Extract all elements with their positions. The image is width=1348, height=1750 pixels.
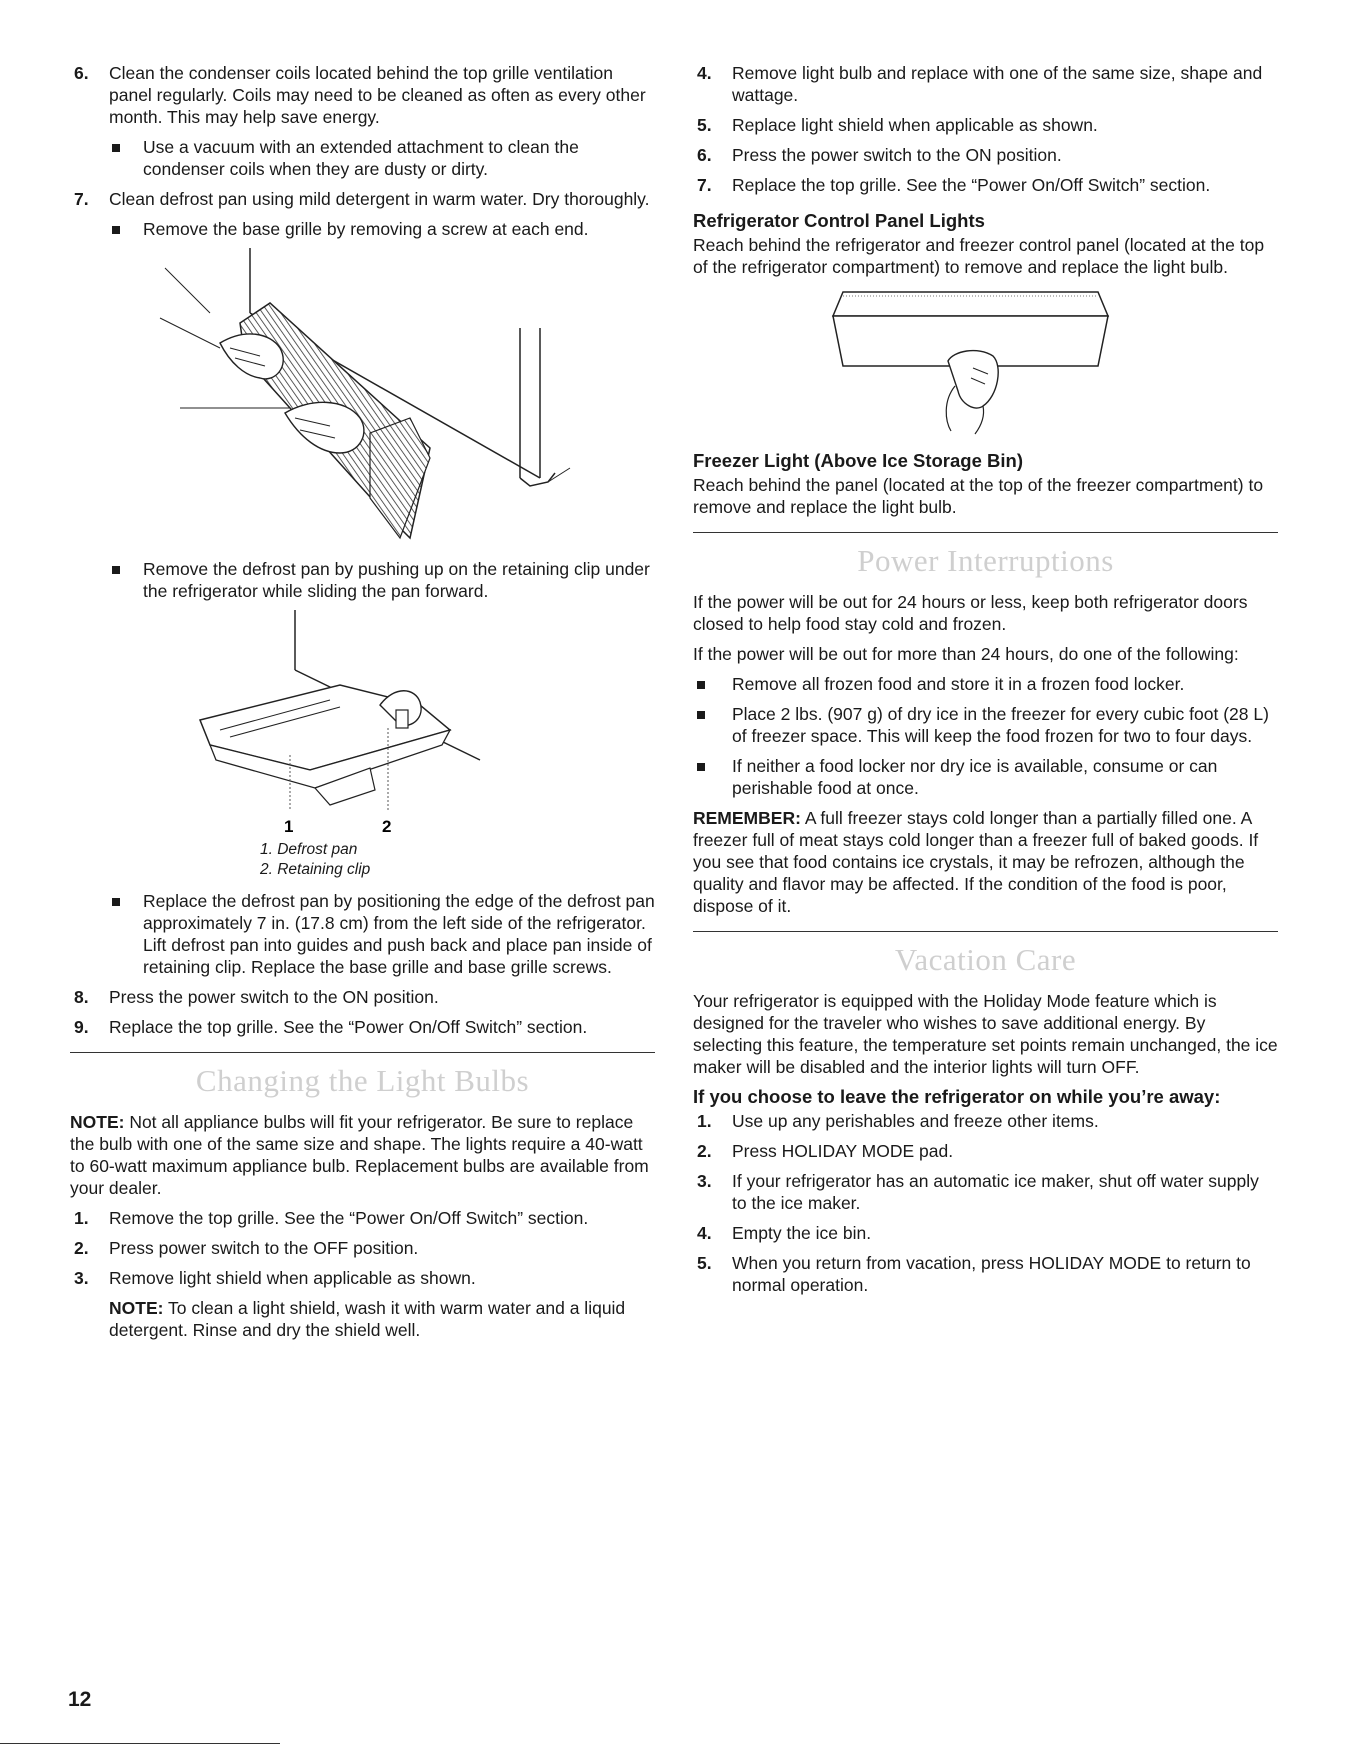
step-text: Press power switch to the OFF position. <box>109 1238 419 1258</box>
vacation-step-4 <box>693 1222 1278 1244</box>
bullet-square-icon <box>112 566 120 574</box>
step-text: Clean defrost pan using mild detergent in warm water. Dry thoroughly. <box>109 189 650 209</box>
bullet-text: If neither a food locker nor dry ice is available, consume or can perishable food at once. <box>732 756 1218 798</box>
power-paragraph-1: If the power will be out for 24 hours or less, keep both refrigerator doors closed to help food stay cold and frozen. <box>693 592 1248 634</box>
heading-leave-refrigerator-on: If you choose to leave the refrigerator on while you’re away: <box>693 1086 1221 1107</box>
step-number: 4. <box>697 1223 712 1243</box>
step-text: Replace light shield when applicable as shown. <box>732 115 1098 135</box>
step-number: 5. <box>697 115 712 135</box>
step-7-clean-defrost-pan <box>70 188 655 210</box>
step-6-clean-coils <box>70 62 655 128</box>
bulb-step-4 <box>693 62 1278 106</box>
step-text: Use up any perishables and freeze other items. <box>732 1111 1099 1131</box>
heading-freezer-light: Freezer Light (Above Ice Storage Bin) <box>693 450 1023 471</box>
note-text: Not all appliance bulbs will fit your refrigerator. Be sure to replace the bulb with one of the same size and shape. The lights require a 40-watt to 60-watt maximum appliance bulb. Replacement bulbs are available from your dealer. <box>70 1112 649 1198</box>
step-text: Clean the condenser coils located behind the top grille ventilation panel regularly. Coils may need to be cleaned as often as every other month. This may help save energy. <box>109 63 646 127</box>
figure-caption <box>70 840 655 880</box>
step-number: 9. <box>74 1017 89 1037</box>
bullet-square-icon <box>697 711 705 719</box>
step-9-replace-grille <box>70 1016 655 1038</box>
power-bullet-1 <box>693 673 1278 695</box>
power-bullet-3 <box>693 755 1278 799</box>
bulb-step-1 <box>70 1207 655 1229</box>
bulb-step-5 <box>693 114 1278 136</box>
callout-label-2: 2 <box>382 817 392 836</box>
bulb-step-3 <box>70 1267 655 1289</box>
vacation-step-1 <box>693 1110 1278 1132</box>
heading-control-panel-lights: Refrigerator Control Panel Lights <box>693 210 985 231</box>
step-text: Press the power switch to the ON position. <box>109 987 439 1007</box>
note-label: NOTE: <box>70 1112 125 1132</box>
step-8-power-on <box>70 986 655 1008</box>
bullet-square-icon <box>697 763 705 771</box>
section-title-changing-light-bulbs: Changing the Light Bulbs <box>195 1063 530 1098</box>
remember-label: REMEMBER: <box>693 808 801 828</box>
vacation-step-3 <box>693 1170 1278 1214</box>
caption-defrost-pan: 1. Defrost pan <box>260 841 358 858</box>
step-number: 6. <box>697 145 712 165</box>
vacation-paragraph: Your refrigerator is equipped with the Holiday Mode feature which is designed for the traveler who wishes to save additional energy. By selecting this feature, the temperature set points remain unchanged, the ice maker will be disabled and the interior lights will turn OFF. <box>693 991 1278 1077</box>
bullet-square-icon <box>112 144 120 152</box>
bullet-text: Remove the defrost pan by pushing up on the retaining clip under the refrigerator while sliding the pan forward. <box>143 559 650 601</box>
section-divider <box>693 532 1278 533</box>
figure-defrost-pan <box>70 610 655 880</box>
step-number: 8. <box>74 987 89 1007</box>
power-paragraph-2: If the power will be out for more than 24 hours, do one of the following: <box>693 644 1239 664</box>
step-number: 6. <box>74 63 89 83</box>
section-title-vacation-care: Vacation Care <box>894 942 1077 977</box>
step-text: Empty the ice bin. <box>732 1223 872 1243</box>
vacation-step-2 <box>693 1140 1278 1162</box>
step-number: 3. <box>74 1268 89 1288</box>
step-number: 5. <box>697 1253 712 1273</box>
step-text: Remove light shield when applicable as shown. <box>109 1268 476 1288</box>
figure-control-panel-light <box>693 286 1278 436</box>
bullet-remove-defrost-pan <box>70 558 655 602</box>
page-number: 12 <box>68 1688 92 1711</box>
bullet-text: Replace the defrost pan by positioning the edge of the defrost pan approximately 7 in. (17.8 cm) from the left side of the refrigerator. Lift defrost pan into guides and push back and place pan inside of retaining clip. Replace the base grille and base grille screws. <box>143 891 655 977</box>
step-number: 4. <box>697 63 712 83</box>
freezer-light-text: Reach behind the panel (located at the top of the freezer compartment) to remove and replace the light bulb. <box>693 475 1264 517</box>
bullet-text: Remove all frozen food and store it in a frozen food locker. <box>732 674 1185 694</box>
step-number: 2. <box>74 1238 89 1258</box>
note-label: NOTE: <box>109 1298 164 1318</box>
bullet-base-grille <box>70 218 655 240</box>
control-panel-text: Reach behind the refrigerator and freezer control panel (located at the top of the refrigerator compartment) to remove and replace the light bulb. <box>693 235 1265 277</box>
step-number: 2. <box>697 1141 712 1161</box>
vacation-step-5 <box>693 1252 1278 1296</box>
left-column <box>70 62 655 1349</box>
bullet-vacuum <box>70 136 655 180</box>
bulb-step-6 <box>693 144 1278 166</box>
figure-base-grille-removal <box>70 248 655 548</box>
section-title-power-interruptions: Power Interruptions <box>857 543 1114 578</box>
step-text: When you return from vacation, press HOLIDAY MODE to return to normal operation. <box>732 1253 1251 1295</box>
bullet-text: Remove the base grille by removing a screw at each end. <box>143 219 589 239</box>
bulb-step-7 <box>693 174 1278 196</box>
bullet-replace-defrost-pan <box>70 890 655 978</box>
step-text: If your refrigerator has an automatic ice maker, shut off water supply to the ice maker. <box>732 1171 1259 1213</box>
defrost-pan-illustration-icon <box>70 610 655 840</box>
step-text: Replace the top grille. See the “Power On/Off Switch” section. <box>109 1017 588 1037</box>
callout-label-1: 1 <box>284 817 294 836</box>
step-text: Press the power switch to the ON position. <box>732 145 1062 165</box>
step-text: Remove the top grille. See the “Power On/Off Switch” section. <box>109 1208 589 1228</box>
section-divider <box>693 931 1278 932</box>
power-bullet-2 <box>693 703 1278 747</box>
step-number: 7. <box>74 189 89 209</box>
note-bulbs <box>70 1111 655 1199</box>
step-number: 1. <box>74 1208 89 1228</box>
note-light-shield <box>70 1297 655 1341</box>
remember-paragraph <box>693 807 1278 917</box>
caption-retaining-clip: 2. Retaining clip <box>260 861 371 878</box>
bullet-square-icon <box>697 681 705 689</box>
base-grille-illustration-icon <box>70 248 655 548</box>
step-number: 1. <box>697 1111 712 1131</box>
control-panel-illustration-icon <box>693 286 1278 436</box>
footer-rule <box>0 1743 280 1744</box>
step-number: 3. <box>697 1171 712 1191</box>
section-divider <box>70 1052 655 1053</box>
step-text: Replace the top grille. See the “Power On/Off Switch” section. <box>732 175 1211 195</box>
step-text: Remove light bulb and replace with one of the same size, shape and wattage. <box>732 63 1263 105</box>
remember-text: A full freezer stays cold longer than a partially filled one. A freezer full of meat stays cold longer than a freezer full of baked goods. If you see that food contains ice crystals, it may be refrozen, although the quality and flavor may be affected. If the condition of the food is poor, dispose of it. <box>693 808 1259 916</box>
bullet-text: Use a vacuum with an extended attachment to clean the condenser coils when they are dusty or dirty. <box>143 137 579 179</box>
right-column <box>693 62 1278 1304</box>
bullet-text: Place 2 lbs. (907 g) of dry ice in the freezer for every cubic foot (28 L) of freezer space. This will keep the food frozen for two to four days. <box>732 704 1269 746</box>
note-text: To clean a light shield, wash it with warm water and a liquid detergent. Rinse and dry the shield well. <box>109 1298 626 1340</box>
bulb-step-2 <box>70 1237 655 1259</box>
step-text: Press HOLIDAY MODE pad. <box>732 1141 954 1161</box>
step-number: 7. <box>697 175 712 195</box>
bullet-square-icon <box>112 226 120 234</box>
bullet-square-icon <box>112 898 120 906</box>
